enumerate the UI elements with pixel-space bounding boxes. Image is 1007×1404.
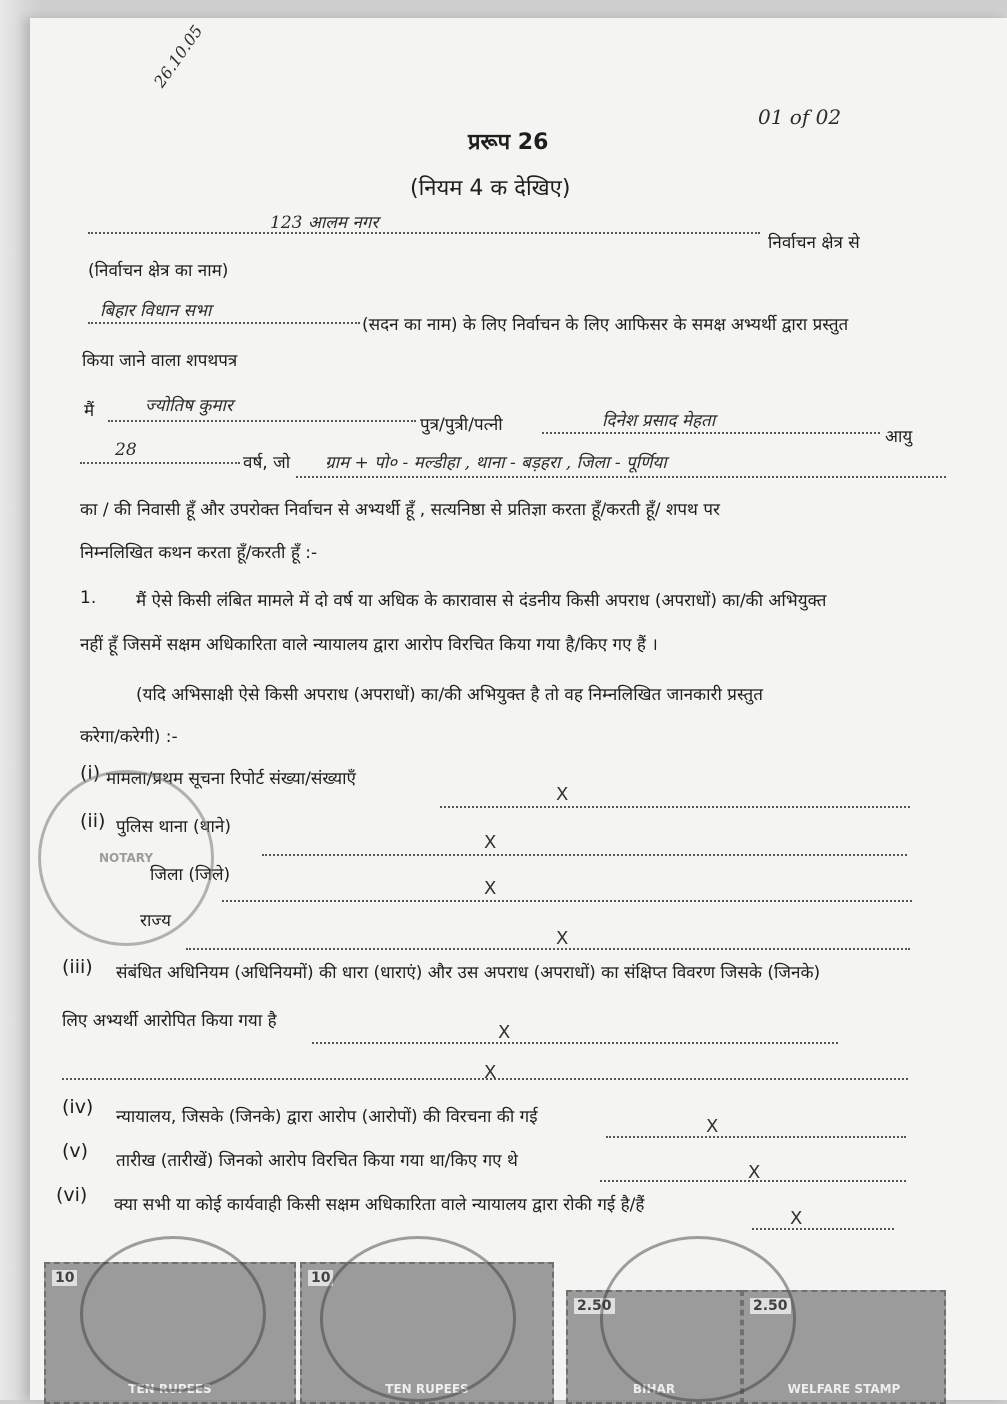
age-label: आयु [885,427,913,447]
item-iv-number: (iv) [62,1096,94,1118]
declaration-text-2: निम्नलिखित कथन करता हूँ/करती हूँ :- [80,543,318,563]
item-ii-number: (ii) [80,810,106,832]
constituency-label: (निर्वाचन क्षेत्र का नाम) [88,261,229,281]
age-dotted-line [80,462,240,464]
main-text: मैं [84,401,95,421]
stamp-cancel-seal-3 [600,1236,796,1402]
item-v-number: (v) [62,1140,89,1162]
stamp-2-label: TEN RUPEES [385,1382,469,1396]
form-subtitle: (नियम 4 क देखिए) [410,176,571,201]
margin-date: 26.10.05 [150,21,207,91]
parent-value: दिनेश प्रसाद मेहता [602,411,716,431]
notary-seal-text: NOTARY [98,851,154,865]
item-iii-text-a: संबंधित अधिनियम (अधिनियमों) की धारा (धाराएं) और उस अपराध (अपराधों) का संक्षिप्त विवरण जिसके (जिनके) [116,963,821,983]
house-dotted-line [88,322,360,324]
item-iv-value: X [706,1116,719,1137]
constituency-dotted-line [88,232,760,234]
clause-text-a: मैं ऐसे किसी लंबित मामले में दो वर्ष या अधिक के कारावास से दंडनीय किसी अपराध (अपराधों) का/की अभियुक्त [136,591,827,611]
item-vi-dotted-line [752,1228,894,1230]
item-ii-text: पुलिस थाना (थाने) [116,817,231,837]
item-i-text: मामला/प्रथम सूचना रिपोर्ट संख्या/संख्याएँ [106,769,356,789]
stamp-3-value: 2.50 [574,1298,615,1314]
item-vi-number: (vi) [56,1184,88,1206]
clause-note-b: करेगा/करेगी) :- [80,727,178,747]
name-dotted-line [108,420,416,422]
item-i-number: (i) [80,762,101,784]
item-iii-value: X [498,1022,511,1043]
age-value: 28 [115,440,137,460]
parent-dotted-line [542,432,880,434]
address-dotted-line [296,476,946,478]
address-value: ग्राम + पो० - मल्डीहा , थाना - बड़हरा , जिला - पूर्णिया [325,453,667,473]
item-v-text: तारीख (तारीखें) जिनको आरोप विरचित किया गया था/किए गए थे [116,1151,518,1171]
stamp-cancel-seal-1 [80,1236,266,1392]
stamp-1-label: TEN RUPEES [128,1382,212,1396]
year-label: वर्ष, जो [243,453,291,473]
relation-text: पुत्र/पुत्री/पत्नी [420,415,503,435]
district-value: X [484,878,497,899]
stamp-1-value: 10 [52,1270,77,1286]
house-text: (सदन का नाम) के लिए निर्वाचन के लिए आफिसर के समक्ष अभ्यर्थी द्वारा प्रस्तुत [362,315,849,335]
constituency-value: 123 आलम नगर [270,213,379,233]
stamp-4-label: WELFARE STAMP [787,1382,901,1396]
corner-page-note: 01 of 02 [758,105,842,129]
item-v-value: X [748,1162,761,1183]
stamp-4-value: 2.50 [750,1298,791,1314]
affidavit-text: किया जाने वाला शपथपत्र [82,351,238,371]
district-dotted-line [222,900,912,902]
stamp-2-value: 10 [308,1270,333,1286]
declaration-text-1: का / की निवासी हूँ और उपरोक्त निर्वाचन से अभ्यर्थी हूँ , सत्यनिष्ठा से प्रतिज्ञा करता हूँ/करती हूँ/ शपथ पर [80,500,720,520]
state-value: X [556,928,569,949]
item-vi-text: क्या सभी या कोई कार्यवाही किसी सक्षम अधिकारिता वाले न्यायालय द्वारा रोकी गई है/हैं [114,1195,645,1215]
item-i-dotted-line [440,806,910,808]
item-vi-value: X [790,1208,803,1229]
item-iv-text: न्यायालय, जिसके (जिनके) द्वारा आरोप (आरोपों) की विरचना की गई [116,1107,538,1127]
item-iii-text-b: लिए अभ्यर्थी आरोपित किया गया है [62,1011,277,1031]
house-value: बिहार विधान सभा [100,301,212,321]
item-i-value: X [556,784,569,805]
item-iii-number: (iii) [62,956,93,978]
stamp-cancel-seal-2 [320,1236,516,1402]
stamp-3-label: BIHAR [632,1382,676,1396]
notary-seal [38,770,214,946]
constituency-suffix: निर्वाचन क्षेत्र से [768,233,860,253]
item-iv-dotted-line [606,1136,906,1138]
item-iii-value-2: X [484,1062,497,1083]
state-text: राज्य [140,911,171,931]
form-title: प्ररूप 26 [468,130,549,155]
item-iii-dotted-line-1 [312,1042,838,1044]
clause-text-b: नहीं हूँ जिसमें सक्षम अधिकारिता वाले न्यायालय द्वारा आरोप विरचित किया गया है/किए गए हैं । [80,635,658,655]
state-dotted-line [186,948,910,950]
item-ii-value: X [484,832,497,853]
district-text: जिला (जिले) [150,865,231,885]
clause-number: 1. [80,588,97,608]
name-value: ज्योतिष कुमार [145,396,233,416]
item-ii-dotted-line [262,854,907,856]
clause-note-a: (यदि अभिसाक्षी ऐसे किसी अपराध (अपराधों) का/की अभियुक्त है तो वह निम्नलिखित जानकारी प्रस्तुत [136,685,763,705]
